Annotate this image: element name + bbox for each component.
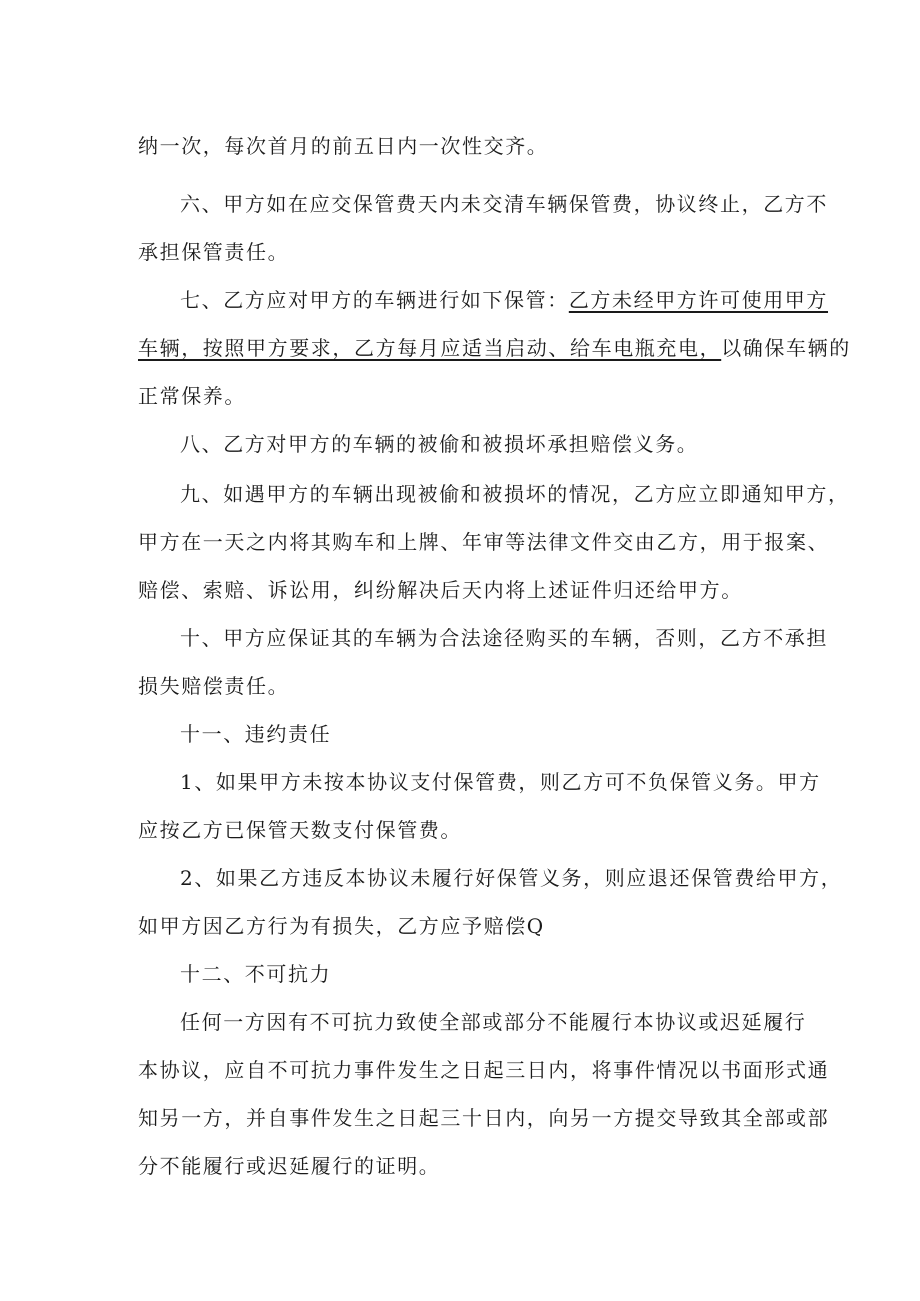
clause-11-1-line-1: 1、如果甲方未按本协议支付保管费，则乙方可不负保管义务。甲方 (180, 770, 821, 794)
clause-12-line-2: 本协议，应自不可抗力事件发生之日起三日内，将事件情况以书面形式通 (138, 1058, 830, 1082)
clause-12-line-4: 分不能履行或迟延履行的证明。 (138, 1154, 441, 1178)
section-11-heading: 十一、违约责任 (180, 722, 332, 746)
clause-10-line-2: 损失赔偿责任。 (138, 674, 290, 698)
clause-10-line-1: 十、甲方应保证其的车辆为合法途径购买的车辆，否则，乙方不承担 (180, 626, 828, 650)
clause-12-line-1: 任何一方因有不可抗力致使全部或部分不能履行本协议或迟延履行 (180, 1010, 807, 1034)
clause-11-2-line-2: 如甲方因乙方行为有损失，乙方应予赔偿Q (138, 914, 545, 938)
clause-11-2-line-1: 2、如果乙方违反本协议未履行好保管义务，则应退还保管费给甲方， (180, 866, 843, 890)
clause-7-underlined-text: 乙方未经甲方许可使用甲方 (568, 288, 829, 312)
clause-9-line-3: 赔偿、索赔、诉讼用，纠纷解决后天内将上述证件归还给甲方。 (138, 578, 743, 602)
clause-12-line-3: 知另一方，并自事件发生之日起三十日内，向另一方提交导致其全部或部 (138, 1106, 830, 1130)
clause-7-intro: 七、乙方应对甲方的车辆进行如下保管： (180, 288, 569, 312)
section-12-heading: 十二、不可抗力 (180, 962, 332, 986)
clause-8-line-1: 八、乙方对甲方的车辆的被偷和被损坏承担赔偿义务。 (180, 432, 699, 456)
clause-6-line-2: 承担保管责任。 (138, 240, 290, 264)
clause-11-1-line-2: 应按乙方已保管天数支付保管费。 (138, 818, 462, 842)
clause-7-line-2 (138, 336, 851, 360)
clause-7-tail: 以确保车辆的 (721, 336, 851, 360)
clause-7-line-3: 正常保养。 (138, 384, 246, 408)
clause-9-line-1: 九、如遇甲方的车辆出现被偷和被损坏的情况，乙方应立即通知甲方， (180, 482, 850, 506)
text-line: 纳一次，每次首月的前五日内一次性交齐。 (138, 134, 549, 158)
clause-7-underlined-text-2: 车辆，按照甲方要求，乙方每月应适当启动、给车电瓶充电， (138, 336, 722, 360)
clause-7-line-1 (180, 288, 829, 312)
clause-9-line-2: 甲方在一天之内将其购车和上牌、年审等法律文件交由乙方，用于报案、 (138, 530, 830, 554)
clause-6-line-1: 六、甲方如在应交保管费天内未交清车辆保管费，协议终止，乙方不 (180, 192, 828, 216)
